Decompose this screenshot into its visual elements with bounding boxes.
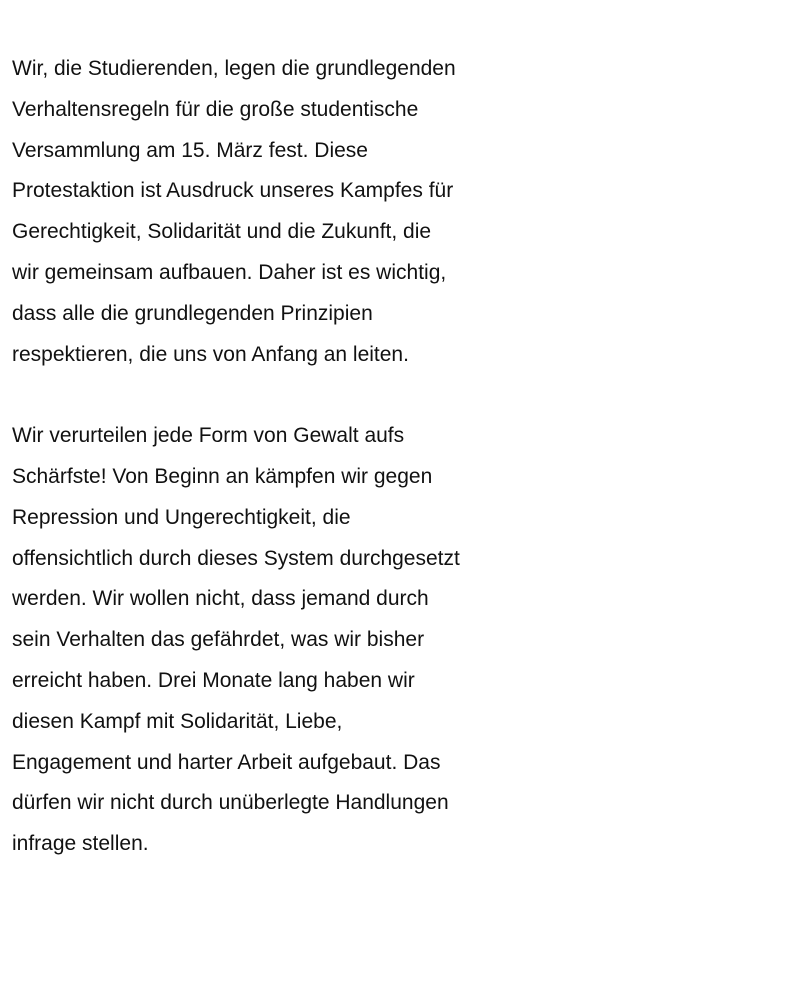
text-line: respektieren, die uns von Anfang an leiten.	[12, 342, 409, 366]
text-line: Schärfste! Von Beginn an kämpfen wir gegen	[12, 464, 433, 488]
document-body	[12, 49, 800, 865]
text-line: wir gemeinsam aufbauen. Daher ist es wichtig,	[12, 260, 447, 284]
paragraph-2	[12, 416, 800, 865]
text-line: werden. Wir wollen nicht, dass jemand durch	[12, 587, 429, 611]
text-line: Repression und Ungerechtigkeit, die	[12, 505, 351, 529]
paragraph-gap	[12, 375, 800, 416]
text-line: infrage stellen.	[12, 832, 149, 856]
text-line: Gerechtigkeit, Solidarität und die Zukunft, die	[12, 220, 432, 244]
text-line: sein Verhalten das gefährdet, was wir bisher	[12, 628, 425, 652]
paragraph-1	[12, 49, 800, 375]
text-line: erreicht haben. Drei Monate lang haben wir	[12, 668, 415, 692]
text-line: Versammlung am 15. März fest. Diese	[12, 138, 368, 162]
text-line: Wir verurteilen jede Form von Gewalt aufs	[12, 424, 405, 448]
text-line: Engagement und harter Arbeit aufgebaut. Das	[12, 750, 441, 774]
text-line: offensichtlich durch dieses System durchgesetzt	[12, 546, 460, 570]
text-line: Verhaltensregeln für die große studentische	[12, 97, 419, 121]
text-line: dass alle die grundlegenden Prinzipien	[12, 301, 373, 325]
text-line: diesen Kampf mit Solidarität, Liebe,	[12, 709, 343, 733]
text-line: Protestaktion ist Ausdruck unseres Kampfes für	[12, 179, 454, 203]
text-line: Wir, die Studierenden, legen die grundlegenden	[12, 57, 456, 80]
text-line: dürfen wir nicht durch unüberlegte Handlungen	[12, 791, 449, 815]
